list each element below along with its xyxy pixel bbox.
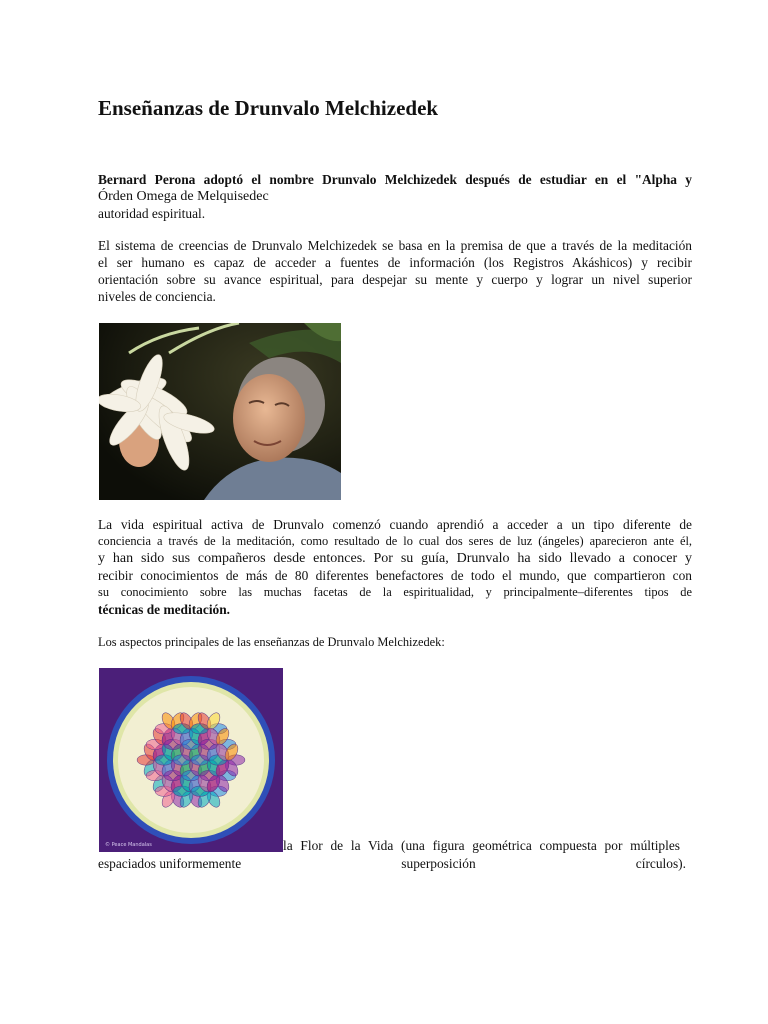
para1-line-3: orientación sobre su avance espiritual, para despejar su mente y cuerpo y lograr un nivel superior [98,272,692,287]
para2-line-4: recibir conocimientos de más de 80 diferentes benefactores de todo el mundo, que compartieron con [98,568,692,583]
para1-line-1: El sistema de creencias de Drunvalo Melchizedek se basa en la premisa de que a través de la meditación [98,238,692,253]
para2-line-6: técnicas de meditación. [98,602,231,617]
para1-line-2: el ser humano es capaz de acceder a fuentes de información (los Registros Akáshicos) y recibir [98,255,692,270]
para2-line-2: conciencia a través de la meditación, como resultado de lo cual dos seres de luz (ángeles) aparecieron ante él, [98,534,692,548]
para2-line-5: su conocimiento sobre las muchas facetas de la espiritualidad, y principalmente–diferentes tipos de [98,585,692,599]
intro-line-3: autoridad espiritual. [98,206,206,221]
flower-caption-line-2 [98,855,686,872]
flower-of-life-image [99,668,283,852]
aspects-heading: Los aspectos principales de las enseñanzas de Drunvalo Melchizedek: [98,635,445,649]
page-title: Enseñanzas de Drunvalo Melchizedek [98,96,439,120]
para2-line-3: y han sido sus compañeros desde entonces. Por su guía, Drunvalo ha sido llevado a conocer y [98,551,692,566]
para1-line-4: niveles de conciencia. [98,289,216,304]
caption-word-1: espaciados uniformemente [98,856,242,871]
caption-word-3: círculos). [635,856,686,871]
intro-line-1: Bernard Perona adoptó el nombre Drunvalo Melchizedek después de estudiar en el "Alpha y [98,172,692,187]
flower-caption-line-1: la Flor de la Vida (una figura geométrica compuesta por múltiples [283,838,680,853]
drunvalo-photo [99,323,341,500]
para2-line-1: La vida espiritual activa de Drunvalo comenzó cuando aprendió a acceder a un tipo diferente de [98,517,692,532]
flower-watermark: © Peace Mandalas [105,842,152,848]
caption-word-2: superposición [401,856,476,871]
intro-line-2: Órden Omega de Melquisedec [98,189,269,204]
